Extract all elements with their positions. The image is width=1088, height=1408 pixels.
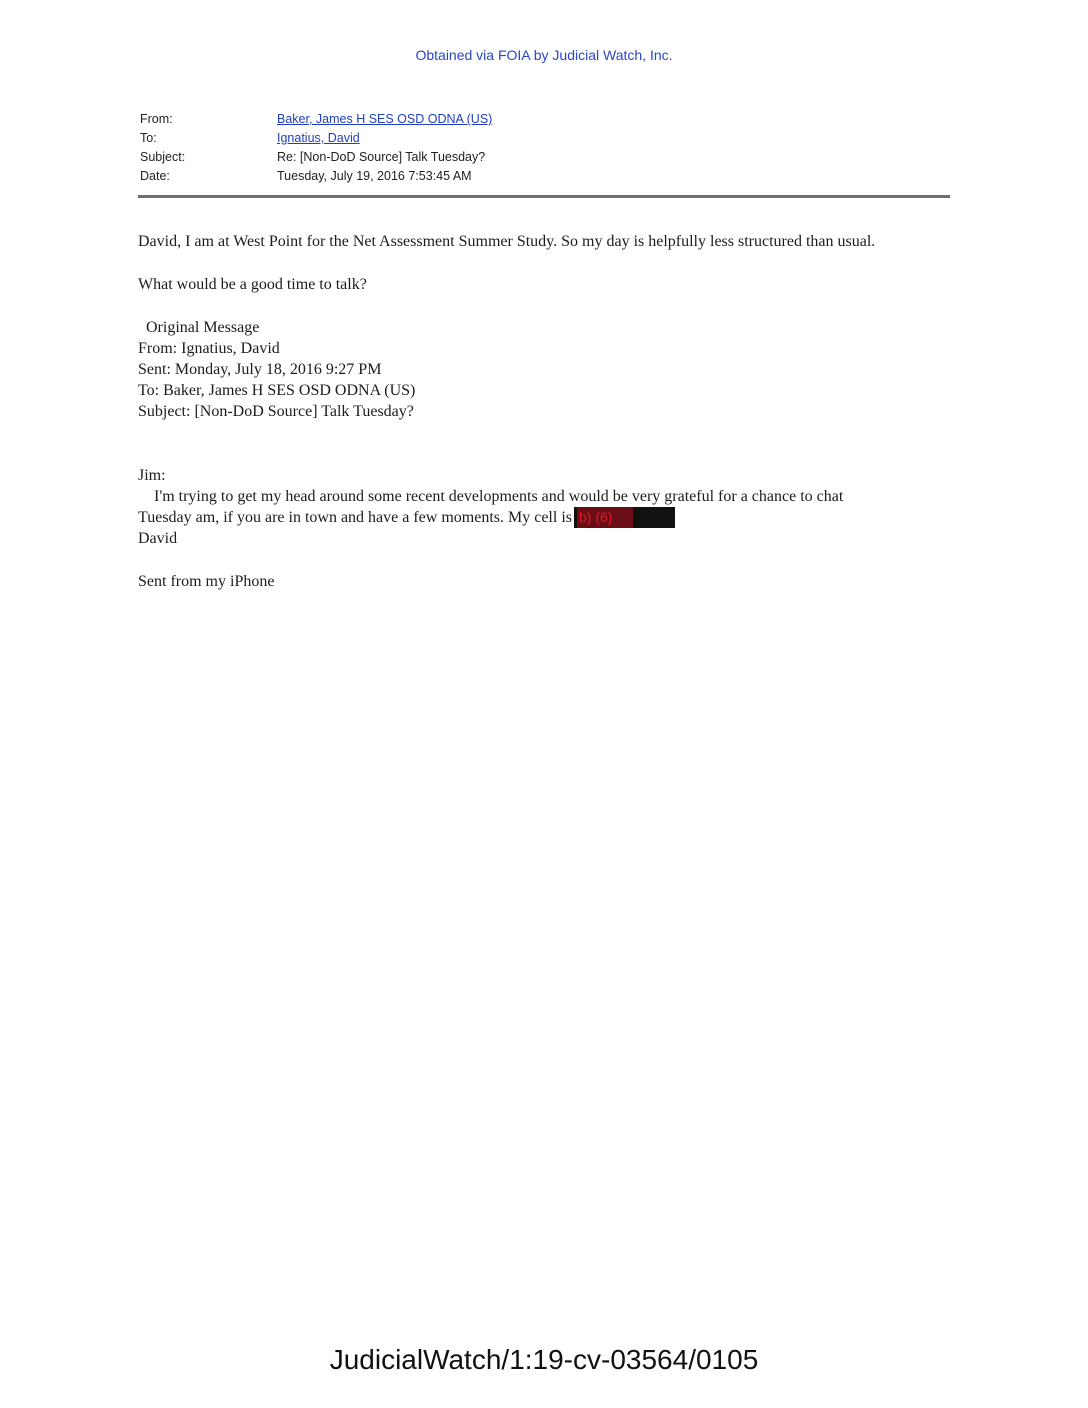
reply-line-1: David, I am at West Point for the Net Assessment Summer Study. So my day is helpfully less structured than usual.: [138, 233, 876, 250]
reply-line-2: What would be a good time to talk?: [138, 276, 367, 293]
original-sent: Sent: Monday, July 18, 2016 9:27 PM: [138, 361, 382, 378]
to-link[interactable]: Ignatius, David: [277, 131, 360, 145]
date-value: Tuesday, July 19, 2016 7:53:45 AM: [277, 169, 472, 183]
header-divider: [138, 195, 950, 198]
message-line-2-text: Tuesday am, if you are in town and have a few moments. My cell is: [138, 509, 572, 526]
message-line-1: I'm trying to get my head around some recent developments and would be very grateful for a chance to chat: [154, 488, 844, 505]
sent-from: Sent from my iPhone: [138, 573, 275, 590]
header-to-row: [140, 129, 960, 148]
foia-banner: Obtained via FOIA by Judicial Watch, Inc.: [415, 47, 673, 63]
email-body: [138, 231, 958, 592]
date-label: Date:: [140, 169, 170, 183]
redaction-block: [574, 507, 675, 528]
greeting: Jim:: [138, 467, 166, 484]
message-line-2: [138, 507, 958, 528]
signoff: David: [138, 530, 178, 547]
header-date-row: [140, 167, 960, 186]
from-label: From:: [140, 112, 173, 126]
header-from-row: [140, 110, 960, 129]
original-from: From: Ignatius, David: [138, 340, 280, 357]
email-headers: [140, 110, 960, 186]
document-id-footer: JudicialWatch/1:19-cv-03564/0105: [329, 1344, 759, 1375]
subject-label: Subject:: [140, 150, 186, 164]
from-link[interactable]: Baker, James H SES OSD ODNA (US): [277, 112, 493, 126]
original-subject: Subject: [Non-DoD Source] Talk Tuesday?: [138, 403, 414, 420]
redaction-code: b) (6): [577, 507, 633, 528]
original-message-header: Original Message: [146, 319, 260, 336]
subject-value: Re: [Non-DoD Source] Talk Tuesday?: [277, 150, 486, 164]
original-to: To: Baker, James H SES OSD ODNA (US): [138, 382, 416, 399]
to-label: To:: [140, 131, 157, 145]
header-subject-row: [140, 148, 960, 167]
